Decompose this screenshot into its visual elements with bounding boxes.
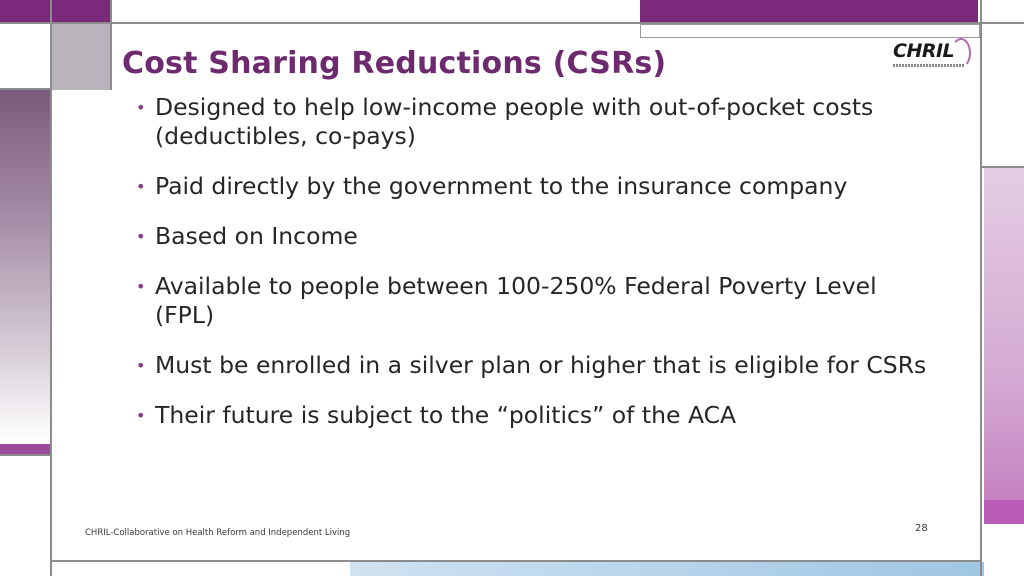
frame-line-left-bottom: [0, 454, 52, 456]
bullet-text: Based on Income: [155, 222, 358, 250]
frame-line-inner-left: [110, 0, 112, 90]
bullet-icon: •: [136, 406, 146, 425]
bullet-item: [136, 222, 936, 251]
bullet-item: [136, 401, 936, 430]
bullet-text: Their future is subject to the “politics” of the ACA: [155, 401, 737, 429]
right-purple-accent: [984, 500, 1024, 524]
bullet-icon: •: [136, 356, 146, 375]
logo-subtitle-mark: [893, 64, 965, 67]
bullet-icon: •: [136, 227, 146, 246]
top-right-purple-bar: [640, 0, 978, 22]
slide-title: Cost Sharing Reductions (CSRs): [122, 46, 667, 81]
top-right-gray-box: [640, 24, 980, 38]
bullet-list: [136, 93, 936, 451]
logo-text: CHRIL: [893, 40, 955, 62]
top-left-purple-bar: [0, 0, 110, 22]
frame-line-left: [50, 0, 52, 576]
slide-footer: CHRIL-Collaborative on Health Reform and Independent Living: [85, 528, 351, 538]
bullet-item: [136, 172, 936, 201]
frame-line-right-mid: [982, 166, 1024, 168]
frame-line-right: [980, 0, 982, 576]
bullet-icon: •: [136, 98, 146, 117]
bullet-icon: •: [136, 177, 146, 196]
frame-line-top-2: [0, 88, 52, 90]
bullet-text: Paid directly by the government to the insurance company: [155, 172, 848, 200]
bullet-text: Must be enrolled in a silver plan or higher that is eligible for CSRs: [155, 351, 927, 379]
left-gray-square: [52, 24, 110, 90]
bullet-item: [136, 351, 936, 380]
left-gradient-bar: [0, 90, 50, 442]
page-number: 28: [915, 523, 928, 534]
chril-logo: [889, 38, 969, 74]
bullet-text: Available to people between 100-250% Federal Poverty Level (FPL): [155, 272, 877, 329]
left-accent-bar: [0, 444, 50, 454]
bottom-blue-bar: [350, 562, 984, 576]
right-lavender-bar: [984, 168, 1024, 524]
bullet-item: [136, 272, 936, 330]
frame-line-top: [0, 22, 1024, 24]
bullet-text: Designed to help low-income people with out-of-pocket costs (deductibles, co-pays): [155, 93, 874, 150]
frame-line-bottom: [52, 560, 982, 562]
bullet-icon: •: [136, 277, 146, 296]
bullet-item: [136, 93, 936, 151]
